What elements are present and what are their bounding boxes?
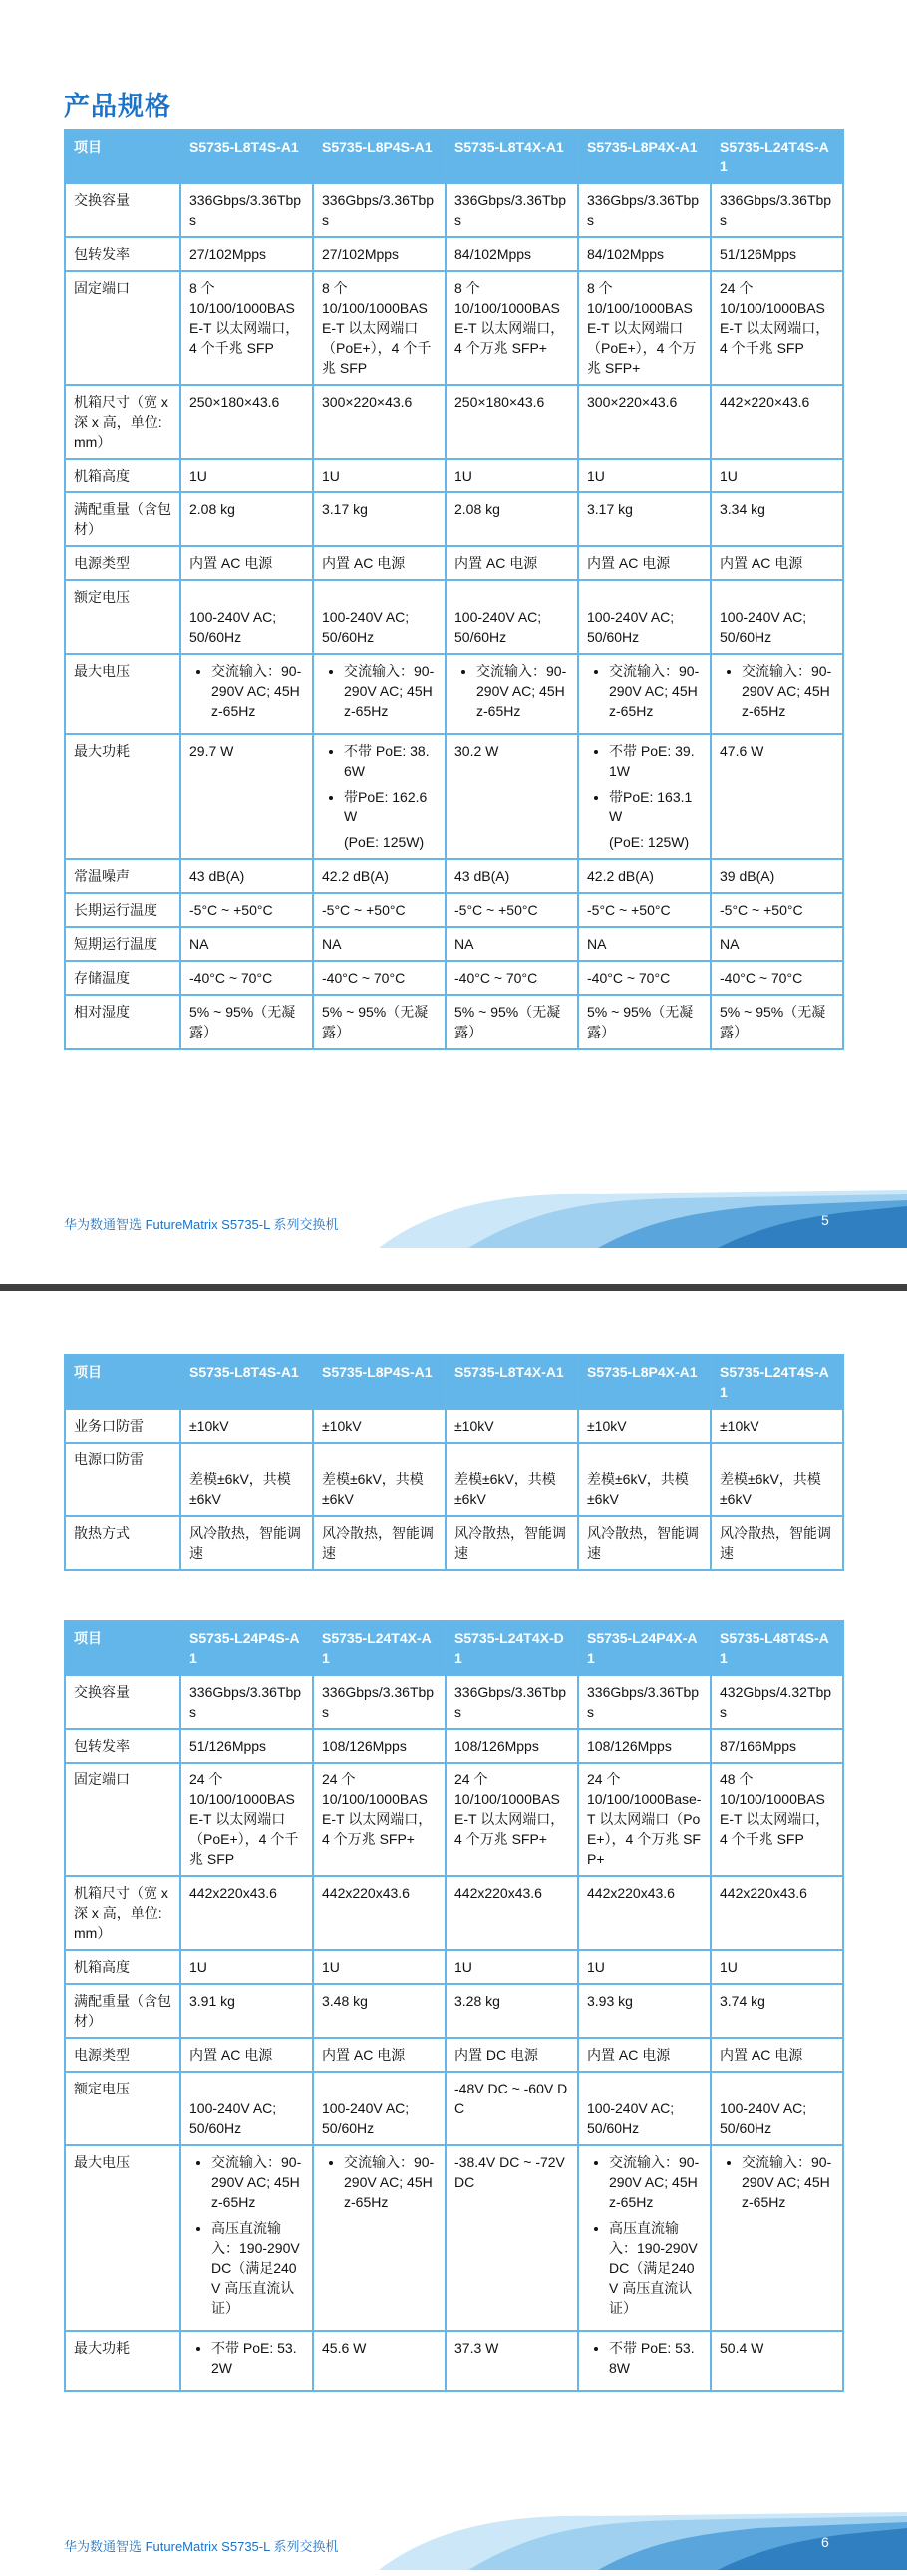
bullet-list [720, 661, 834, 721]
bullet-item: • 不带 PoE: 39.1W [609, 741, 702, 781]
column-header-model: S5735-L24T4X-A1 [313, 1621, 446, 1675]
table-cell: 336Gbps/3.36Tbps [578, 1675, 711, 1729]
table-cell: 442x220x43.6 [711, 1876, 843, 1950]
table-row [65, 1763, 843, 1876]
cell-text: 50.4 W [720, 2340, 764, 2356]
table-cell: 3.28 kg [446, 1984, 578, 2038]
table-row [65, 893, 843, 927]
table-cell: 内置 AC 电源 [313, 2038, 446, 2072]
row-label: 电源类型 [65, 2038, 180, 2072]
table-cell: 336Gbps/3.36Tbps [578, 183, 711, 237]
table-cell: 内置 AC 电源 [578, 2038, 711, 2072]
table-cell: 442x220x43.6 [313, 1876, 446, 1950]
table-cell: NA [180, 927, 313, 961]
cell-text: 47.6 W [720, 743, 764, 759]
cell-text: 29.7 W [189, 743, 234, 759]
table-cell [578, 2331, 711, 2391]
table-cell: 24 个 10/100/1000BASE-T 以太网端口，4 个万兆 SFP+ [446, 1763, 578, 1876]
page-6 [0, 1291, 907, 2576]
table-cell [446, 734, 578, 859]
table-cell: 1U [578, 459, 711, 492]
table-cell: 43 dB(A) [180, 859, 313, 893]
column-header-model: S5735-L8T4S-A1 [180, 1355, 313, 1409]
table-row [65, 734, 843, 859]
table-cell: 内置 AC 电源 [711, 546, 843, 580]
table-cell: 5% ~ 95%（无凝露） [446, 995, 578, 1049]
table-header-row [65, 1355, 843, 1409]
table-cell: 1U [313, 459, 446, 492]
spec-table-2 [64, 1354, 844, 1571]
spec-table-3 [64, 1620, 844, 2392]
row-label: 交换容量 [65, 1675, 180, 1729]
row-label: 最大电压 [65, 654, 180, 734]
table-cell: 8 个 10/100/1000BASE-T 以太网端口，4 个千兆 SFP [180, 271, 313, 385]
bullet-item: • 交流输入：90-290V AC; 45Hz-65Hz [609, 661, 702, 721]
table-row [65, 1409, 843, 1443]
table-cell: 100-240V AC; 50/60Hz [711, 2072, 843, 2145]
table-cell: 内置 AC 电源 [711, 2038, 843, 2072]
table-cell: 42.2 dB(A) [313, 859, 446, 893]
table-cell: -40°C ~ 70°C [180, 961, 313, 995]
table-row [65, 1443, 843, 1516]
table-cell: 336Gbps/3.36Tbps [313, 1675, 446, 1729]
table-cell: -40°C ~ 70°C [711, 961, 843, 995]
table-cell: 3.93 kg [578, 1984, 711, 2038]
table-cell [180, 654, 313, 734]
table-cell: ±10kV [313, 1409, 446, 1443]
bullet-item: • 不带 PoE: 53.2W [211, 2338, 304, 2378]
table-cell: 3.17 kg [578, 492, 711, 546]
table-row [65, 1950, 843, 1984]
table-cell: -40°C ~ 70°C [313, 961, 446, 995]
table-cell: -5°C ~ +50°C [313, 893, 446, 927]
row-label: 固定端口 [65, 1763, 180, 1876]
table-row [65, 927, 843, 961]
cell-note: (PoE: 125W) [609, 834, 690, 850]
table-cell [711, 734, 843, 859]
footer-title: 华为数通智选 FutureMatrix S5735-L 系列交换机 [64, 2539, 339, 2554]
table-header-row [65, 1621, 843, 1675]
table-row [65, 546, 843, 580]
table-cell: 1U [711, 459, 843, 492]
table-cell [313, 2145, 446, 2331]
table-row [65, 1876, 843, 1950]
table-cell: NA [313, 927, 446, 961]
table-cell: 风冷散热，智能调速 [578, 1516, 711, 1570]
row-label: 存储温度 [65, 961, 180, 995]
table-cell: 差模±6kV，共模±6kV [313, 1443, 446, 1516]
bullet-list [189, 661, 304, 721]
table-cell: 8 个 10/100/1000BASE-T 以太网端口，4 个万兆 SFP+ [446, 271, 578, 385]
table-cell: -5°C ~ +50°C [446, 893, 578, 927]
cell-note: (PoE: 125W) [344, 834, 425, 850]
bullet-list [189, 2338, 304, 2378]
table-cell: 108/126Mpps [313, 1729, 446, 1763]
table-cell: 43 dB(A) [446, 859, 578, 893]
table-cell: 风冷散热，智能调速 [180, 1516, 313, 1570]
table-cell: 3.17 kg [313, 492, 446, 546]
column-header-model: S5735-L8P4S-A1 [313, 130, 446, 183]
table-cell: -5°C ~ +50°C [180, 893, 313, 927]
table-cell: 250×180×43.6 [446, 385, 578, 459]
column-header-item: 项目 [65, 1621, 180, 1675]
bullet-item: • 不带 PoE: 53.8W [609, 2338, 702, 2378]
table-cell: 300×220×43.6 [313, 385, 446, 459]
table-cell: 1U [180, 1950, 313, 1984]
column-header-model: S5735-L8P4X-A1 [578, 130, 711, 183]
table-cell: 内置 AC 电源 [313, 546, 446, 580]
table-cell: -40°C ~ 70°C [446, 961, 578, 995]
bullet-list [587, 2152, 702, 2318]
page-number: 5 [821, 1212, 829, 1228]
row-label: 满配重量（含包材） [65, 1984, 180, 2038]
table-cell [180, 2145, 313, 2331]
table-cell: -48V DC ~ -60V DC [446, 2072, 578, 2145]
table-row [65, 385, 843, 459]
table-cell: 1U [180, 459, 313, 492]
row-label: 电源口防雷 [65, 1443, 180, 1516]
row-label: 相对湿度 [65, 995, 180, 1049]
table-cell: 风冷散热，智能调速 [313, 1516, 446, 1570]
table-cell: 84/102Mpps [578, 237, 711, 271]
spec-table-1 [64, 129, 844, 1050]
table-cell: 336Gbps/3.36Tbps [711, 183, 843, 237]
table-cell: 5% ~ 95%（无凝露） [313, 995, 446, 1049]
table-cell: 100-240V AC; 50/60Hz [578, 2072, 711, 2145]
table-cell: 336Gbps/3.36Tbps [313, 183, 446, 237]
table-cell: 2.08 kg [180, 492, 313, 546]
bullet-item: • 交流输入：90-290V AC; 45Hz-65Hz [742, 661, 834, 721]
column-header-model: S5735-L8P4X-A1 [578, 1355, 711, 1409]
row-label: 包转发率 [65, 237, 180, 271]
table-row [65, 271, 843, 385]
table-cell: 42.2 dB(A) [578, 859, 711, 893]
table-cell: ±10kV [578, 1409, 711, 1443]
table-cell: 1U [446, 459, 578, 492]
table-cell: 442x220x43.6 [578, 1876, 711, 1950]
column-header-model: S5735-L24T4S-A1 [711, 1355, 843, 1409]
row-label: 机箱尺寸（宽 x 深 x 高，单位: mm） [65, 385, 180, 459]
table-cell: 27/102Mpps [180, 237, 313, 271]
bullet-list [454, 661, 569, 721]
table-cell: 27/102Mpps [313, 237, 446, 271]
table-cell: NA [578, 927, 711, 961]
table-cell: 336Gbps/3.36Tbps [180, 183, 313, 237]
row-label: 散热方式 [65, 1516, 180, 1570]
table-row [65, 183, 843, 237]
column-header-model: S5735-L8T4X-A1 [446, 1355, 578, 1409]
table-cell: 差模±6kV，共模±6kV [578, 1443, 711, 1516]
column-header-model: S5735-L8T4S-A1 [180, 130, 313, 183]
table-cell: 100-240V AC; 50/60Hz [578, 580, 711, 654]
bullet-item: • 高压直流输入：190-290V DC（满足240V 高压直流认证） [211, 2218, 304, 2318]
row-label: 机箱高度 [65, 1950, 180, 1984]
table-row [65, 237, 843, 271]
table-cell [711, 654, 843, 734]
bullet-item: • 交流输入：90-290V AC; 45Hz-65Hz [344, 661, 437, 721]
table-cell: 内置 AC 电源 [578, 546, 711, 580]
page-number: 6 [821, 2534, 829, 2550]
column-header-item: 项目 [65, 1355, 180, 1409]
table-cell: 5% ~ 95%（无凝露） [180, 995, 313, 1049]
cell-text: 45.6 W [322, 2340, 367, 2356]
table-cell: 2.08 kg [446, 492, 578, 546]
row-label: 固定端口 [65, 271, 180, 385]
page-separator [0, 1284, 907, 1291]
table-cell [578, 2145, 711, 2331]
row-label: 满配重量（含包材） [65, 492, 180, 546]
bullet-item: • 带PoE: 162.6W [344, 787, 437, 826]
table-cell: 48 个 10/100/1000BASE-T 以太网端口，4 个千兆 SFP [711, 1763, 843, 1876]
table-cell [180, 734, 313, 859]
table-cell: 3.48 kg [313, 1984, 446, 2038]
bullet-list [720, 2152, 834, 2212]
table-cell: 100-240V AC; 50/60Hz [313, 2072, 446, 2145]
column-header-model: S5735-L24T4X-D1 [446, 1621, 578, 1675]
table-header-row [65, 130, 843, 183]
column-header-model: S5735-L48T4S-A1 [711, 1621, 843, 1675]
table-cell: 差模±6kV，共模±6kV [446, 1443, 578, 1516]
row-label: 机箱尺寸（宽 x 深 x 高，单位: mm） [65, 1876, 180, 1950]
row-label: 包转发率 [65, 1729, 180, 1763]
column-header-model: S5735-L24T4S-A1 [711, 130, 843, 183]
column-header-model: S5735-L24P4S-A1 [180, 1621, 313, 1675]
table-cell: 5% ~ 95%（无凝露） [711, 995, 843, 1049]
table-cell: NA [711, 927, 843, 961]
table-cell: 内置 DC 电源 [446, 2038, 578, 2072]
table-cell: ±10kV [711, 1409, 843, 1443]
table-row [65, 1984, 843, 2038]
table-cell [578, 734, 711, 859]
bullet-list [322, 741, 437, 826]
table-cell: ±10kV [446, 1409, 578, 1443]
row-label: 最大功耗 [65, 2331, 180, 2391]
table-cell: 1U [446, 1950, 578, 1984]
row-label: 机箱高度 [65, 459, 180, 492]
column-header-model: S5735-L8P4S-A1 [313, 1355, 446, 1409]
table-cell: 1U [711, 1950, 843, 1984]
table-row [65, 580, 843, 654]
table-row [65, 492, 843, 546]
bullet-list [587, 2338, 702, 2378]
table-cell: 差模±6kV，共模±6kV [180, 1443, 313, 1516]
table-cell: 100-240V AC; 50/60Hz [180, 2072, 313, 2145]
table-cell: 内置 AC 电源 [446, 546, 578, 580]
table-cell: 300×220×43.6 [578, 385, 711, 459]
table-cell: 24 个 10/100/1000BASE-T 以太网端口（PoE+），4 个千兆 SFP [180, 1763, 313, 1876]
table-cell: 100-240V AC; 50/60Hz [711, 580, 843, 654]
table-cell: 内置 AC 电源 [180, 2038, 313, 2072]
page-footer [0, 2506, 907, 2570]
bullet-item: • 交流输入：90-290V AC; 45Hz-65Hz [476, 661, 569, 721]
bullet-list [322, 2152, 437, 2212]
table-cell: 336Gbps/3.36Tbps [180, 1675, 313, 1729]
row-label: 最大电压 [65, 2145, 180, 2331]
table-row [65, 1729, 843, 1763]
table-cell [446, 2331, 578, 2391]
table-cell [446, 654, 578, 734]
table-cell: 51/126Mpps [180, 1729, 313, 1763]
bullet-list [189, 2152, 304, 2318]
column-header-model: S5735-L24P4X-A1 [578, 1621, 711, 1675]
table-cell: 3.34 kg [711, 492, 843, 546]
table-cell [313, 654, 446, 734]
table-cell: 100-240V AC; 50/60Hz [180, 580, 313, 654]
row-label: 业务口防雷 [65, 1409, 180, 1443]
bullet-item: • 交流输入：90-290V AC; 45Hz-65Hz [211, 661, 304, 721]
table-cell: 442×220×43.6 [711, 385, 843, 459]
table-cell: 24 个 10/100/1000Base-T 以太网端口（PoE+），4 个万兆 SFP+ [578, 1763, 711, 1876]
column-header-item: 项目 [65, 130, 180, 183]
table-cell: 8 个 10/100/1000BASE-T 以太网端口（PoE+），4 个万兆 SFP+ [578, 271, 711, 385]
table-cell [446, 2145, 578, 2331]
table-cell: 87/166Mpps [711, 1729, 843, 1763]
table-row [65, 459, 843, 492]
row-label: 常温噪声 [65, 859, 180, 893]
footer-title: 华为数通智选 FutureMatrix S5735-L 系列交换机 [64, 1217, 339, 1232]
table-row [65, 1516, 843, 1570]
table-cell: 24 个 10/100/1000BASE-T 以太网端口，4 个千兆 SFP [711, 271, 843, 385]
table-cell: 风冷散热，智能调速 [446, 1516, 578, 1570]
row-label: 最大功耗 [65, 734, 180, 859]
table-cell: 5% ~ 95%（无凝露） [578, 995, 711, 1049]
row-label: 短期运行温度 [65, 927, 180, 961]
bullet-item: • 交流输入：90-290V AC; 45Hz-65Hz [609, 2152, 702, 2212]
table-cell: 432Gbps/4.32Tbps [711, 1675, 843, 1729]
table-row [65, 1675, 843, 1729]
table-cell: 51/126Mpps [711, 237, 843, 271]
table-cell: 24 个 10/100/1000BASE-T 以太网端口，4 个万兆 SFP+ [313, 1763, 446, 1876]
bullet-item: • 带PoE: 163.1W [609, 787, 702, 826]
table-row [65, 2331, 843, 2391]
bullet-item: • 交流输入：90-290V AC; 45Hz-65Hz [211, 2152, 304, 2212]
table-row [65, 2072, 843, 2145]
table-cell [711, 2145, 843, 2331]
row-label: 额定电压 [65, 580, 180, 654]
table-cell: -5°C ~ +50°C [711, 893, 843, 927]
table-cell: 1U [313, 1950, 446, 1984]
row-label: 额定电压 [65, 2072, 180, 2145]
cell-text: 37.3 W [454, 2340, 499, 2356]
table-cell: 100-240V AC; 50/60Hz [446, 580, 578, 654]
table-cell: 108/126Mpps [578, 1729, 711, 1763]
table-cell [313, 734, 446, 859]
row-label: 长期运行温度 [65, 893, 180, 927]
column-header-model: S5735-L8T4X-A1 [446, 130, 578, 183]
cell-text: -38.4V DC ~ -72V DC [454, 2154, 565, 2190]
table-cell: 108/126Mpps [446, 1729, 578, 1763]
table-cell: 39 dB(A) [711, 859, 843, 893]
bullet-list [587, 741, 702, 826]
bullet-item: • 不带 PoE: 38.6W [344, 741, 437, 781]
row-label: 交换容量 [65, 183, 180, 237]
table-row [65, 2038, 843, 2072]
table-cell: 1U [578, 1950, 711, 1984]
table-row [65, 995, 843, 1049]
page-footer [0, 1184, 907, 1248]
cell-text: 30.2 W [454, 743, 499, 759]
row-label: 电源类型 [65, 546, 180, 580]
table-cell: 100-240V AC; 50/60Hz [313, 580, 446, 654]
table-cell: 442x220x43.6 [446, 1876, 578, 1950]
table-cell: ±10kV [180, 1409, 313, 1443]
table-cell: -5°C ~ +50°C [578, 893, 711, 927]
table-cell: 84/102Mpps [446, 237, 578, 271]
bullet-item: • 高压直流输入：190-290V DC（满足240V 高压直流认证） [609, 2218, 702, 2318]
table-row [65, 654, 843, 734]
table-cell [180, 2331, 313, 2391]
table-cell: 336Gbps/3.36Tbps [446, 1675, 578, 1729]
table-cell: 250×180×43.6 [180, 385, 313, 459]
table-row [65, 961, 843, 995]
table-cell: 差模±6kV，共模±6kV [711, 1443, 843, 1516]
bullet-list [587, 661, 702, 721]
table-cell: 8 个 10/100/1000BASE-T 以太网端口（PoE+），4 个千兆 SFP [313, 271, 446, 385]
table-cell: 3.91 kg [180, 1984, 313, 2038]
table-cell: 3.74 kg [711, 1984, 843, 2038]
table-row [65, 2145, 843, 2331]
table-cell: 风冷散热，智能调速 [711, 1516, 843, 1570]
table-cell: -40°C ~ 70°C [578, 961, 711, 995]
bullet-list [322, 661, 437, 721]
page-5 [0, 0, 907, 1284]
bullet-item: • 交流输入：90-290V AC; 45Hz-65Hz [344, 2152, 437, 2212]
table-cell: NA [446, 927, 578, 961]
table-cell: 内置 AC 电源 [180, 546, 313, 580]
table-cell [578, 654, 711, 734]
table-cell [711, 2331, 843, 2391]
table-cell [313, 2331, 446, 2391]
table-cell: 336Gbps/3.36Tbps [446, 183, 578, 237]
table-cell: 442x220x43.6 [180, 1876, 313, 1950]
bullet-item: • 交流输入：90-290V AC; 45Hz-65Hz [742, 2152, 834, 2212]
page-title: 产品规格 [64, 91, 172, 121]
table-row [65, 859, 843, 893]
